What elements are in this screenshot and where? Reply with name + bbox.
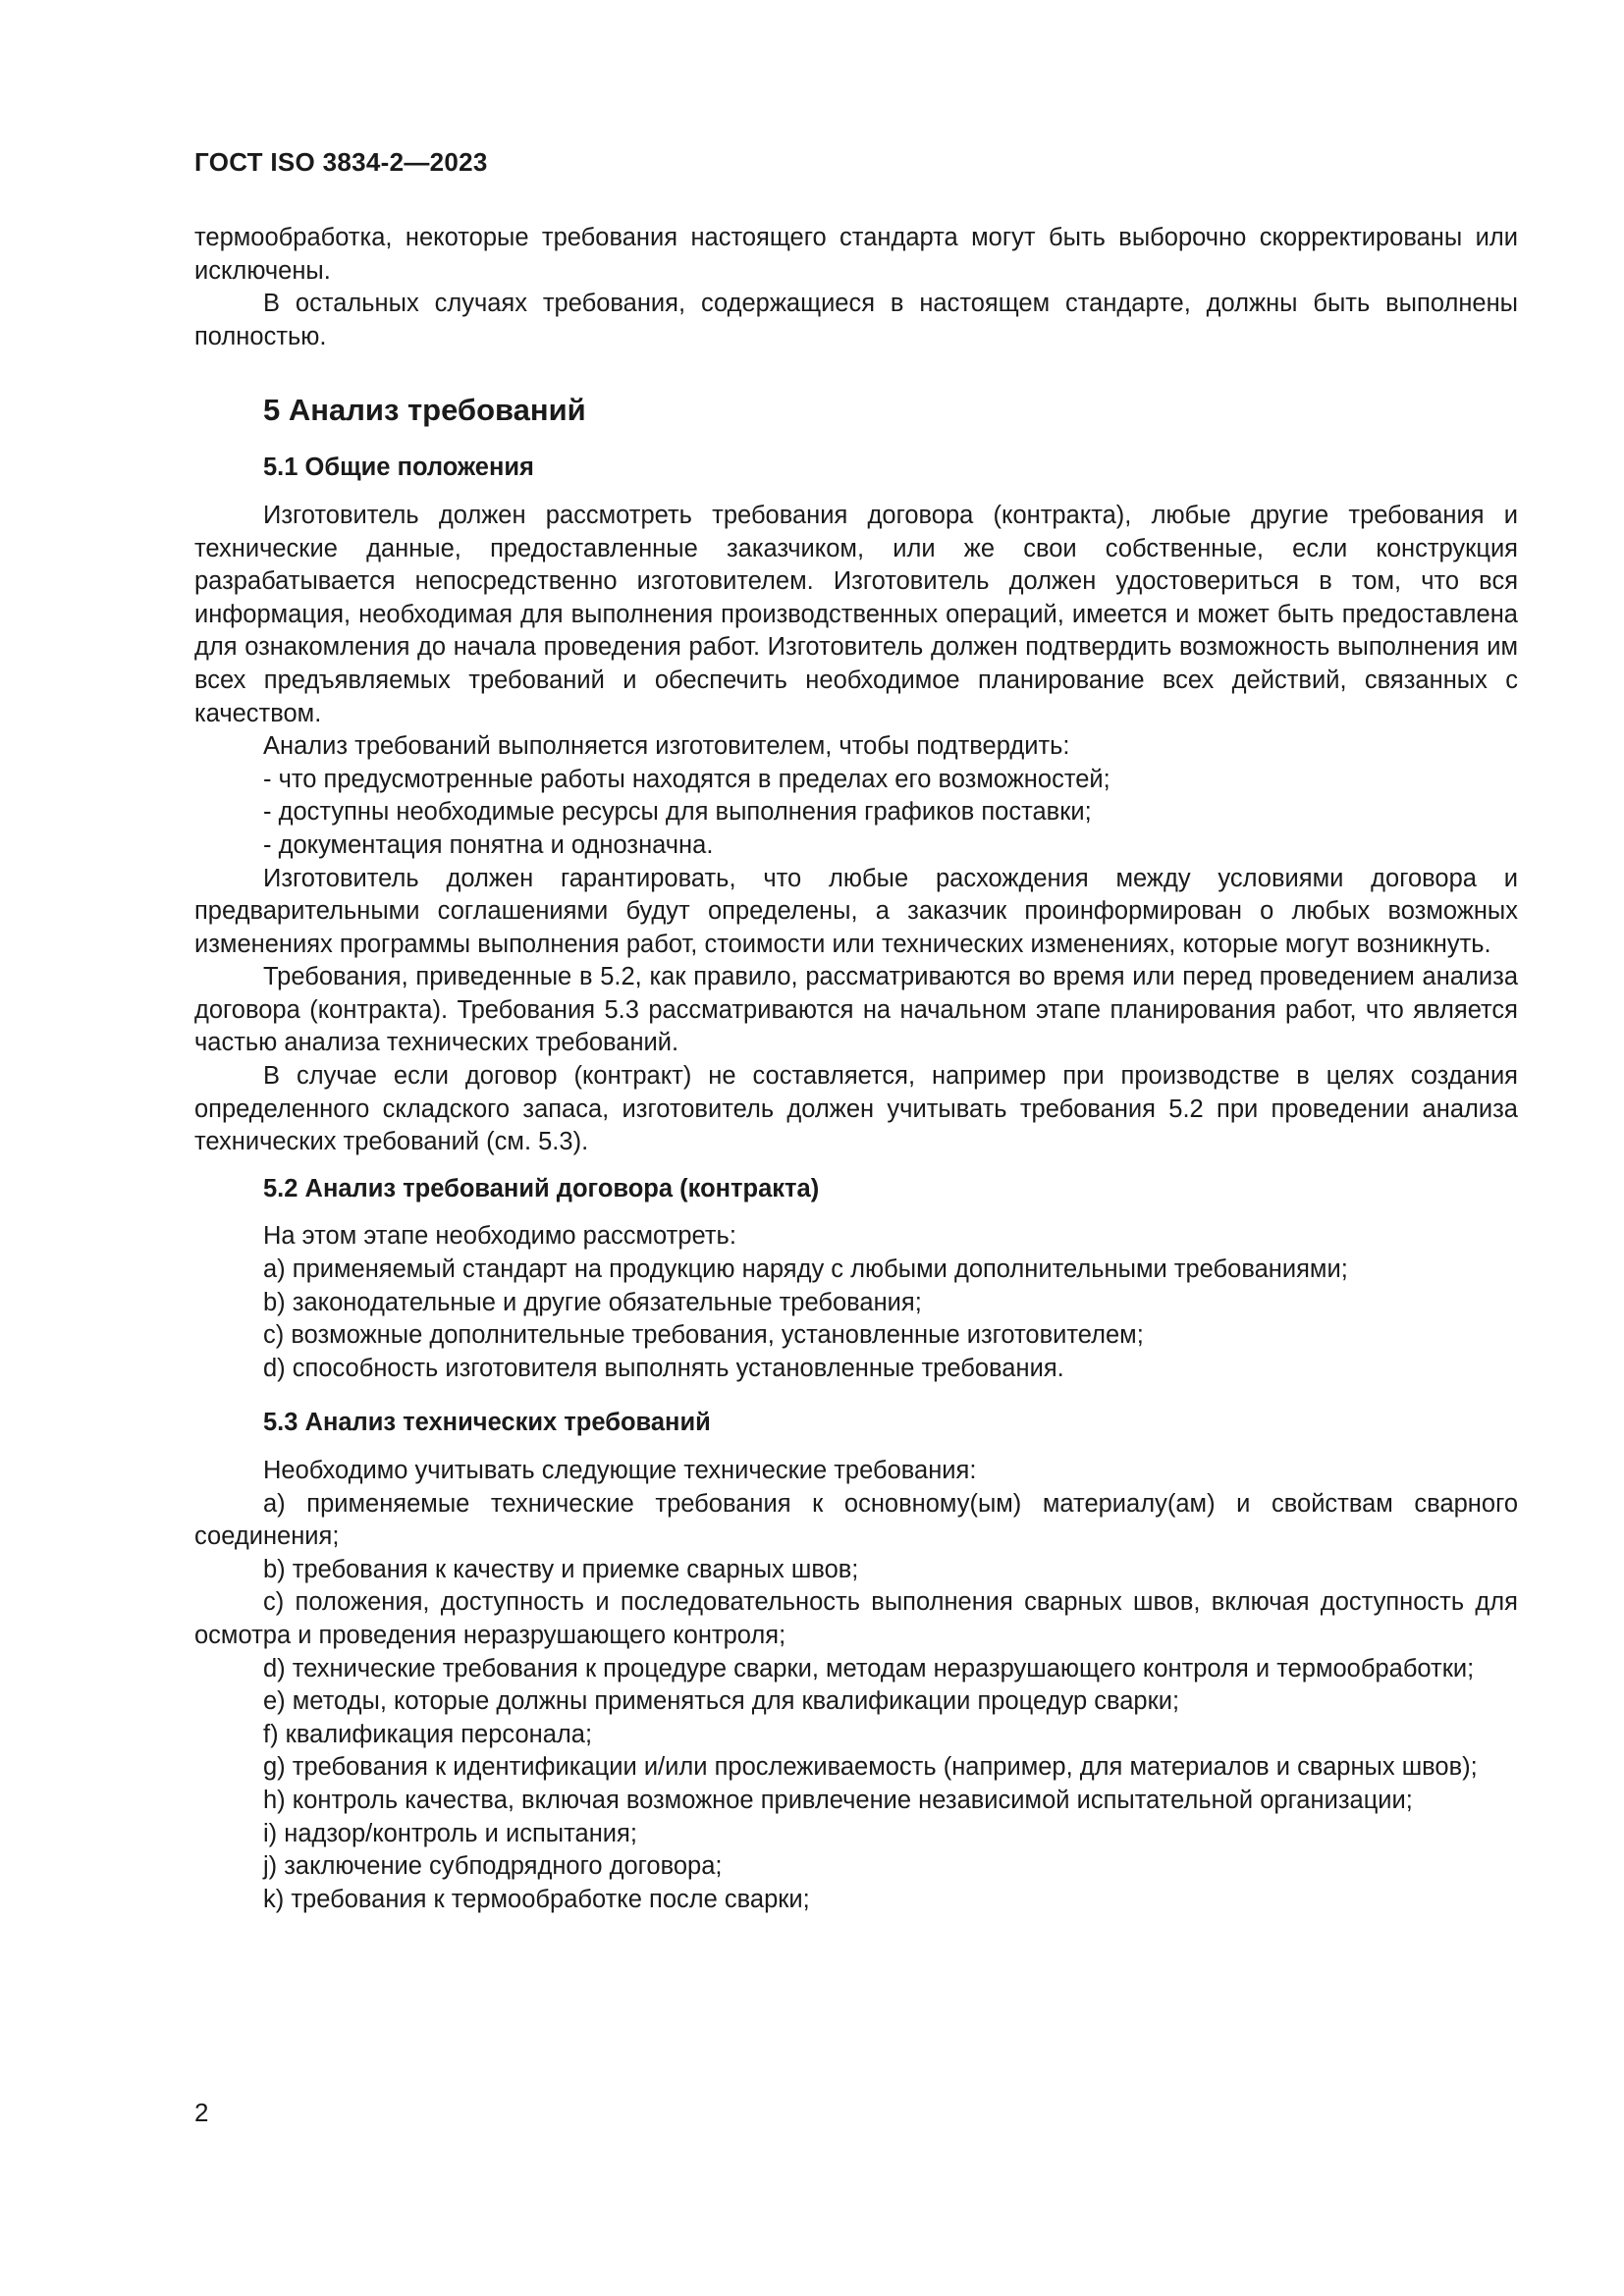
list-item: d) технические требования к процедуре сварки, методам неразрушающего контроля и термообработки; — [263, 1654, 1475, 1682]
list-item: b) требования к качеству и приемке сварных швов; — [263, 1555, 859, 1583]
page-number: 2 — [194, 2098, 209, 2127]
section-5-3-intro: Необходимо учитывать следующие технические требования: — [263, 1457, 977, 1484]
list-item: k) требования к термообработке после сварки; — [263, 1885, 810, 1913]
list-item: a) применяемые технические требования к основному(ым) материалу(ам) и свойствам сварного соединения; — [194, 1489, 1518, 1551]
section-5-1-paragraph: Изготовитель должен рассмотреть требования договора (контракта), любые другие требования и технические данные, предоставленные заказчиком, или же свои собственные, если конструкция разрабатывается непосредственно изготовителем. Изготовитель должен удостовериться в том, что вся информация, необходимая для выполнения производственных операций, имеется и может быть предоставлена для ознакомления до начала проведения работ. Изготовитель должен подтвердить возможность выполнения им всех предъявляемых требований и обеспечить необходимое планирование всех действий, связанных с качеством. — [194, 501, 1518, 727]
list-item: b) законодательные и другие обязательные требования; — [263, 1288, 922, 1316]
list-item: j) заключение субподрядного договора; — [263, 1852, 723, 1881]
document-header: ГОСТ ISO 3834-2—2023 — [194, 147, 488, 177]
section-5-1-paragraph: Изготовитель должен гарантировать, что любые расхождения между условиями договора и предварительными соглашениями будут определены, а заказчик проинформирован о любых возможных изменениях программы выполнения работ, стоимости или технических изменениях, которые могут возникнуть. — [194, 864, 1518, 958]
list-item: i) надзор/контроль и испытания; — [263, 1819, 637, 1847]
intro-paragraph-2: В остальных случаях требования, содержащиеся в настоящем стандарте, должны быть выполнены полностью. — [194, 290, 1518, 350]
list-item: g) требования к идентификации и/или прослеживаемость (например, для материалов и сварных швов); — [263, 1753, 1478, 1782]
bullet-item: - документация понятна и однозначна. — [263, 830, 714, 859]
bullet-item: - доступны необходимые ресурсы для выполнения графиков поставки; — [263, 798, 1092, 827]
section-5-2-title: 5.2 Анализ требований договора (контракта) — [263, 1174, 820, 1202]
section-5-1-paragraph: Требования, приведенные в 5.2, как правило, рассматриваются во время или перед проведением анализа договора (контракта). Требования 5.3 рассматриваются на начальном этапе планирования работ, что является частью анализа технических требований. — [194, 963, 1518, 1057]
list-item: c) положения, доступность и последовательность выполнения сварных швов, включая доступность для осмотра и проведения неразрушающего контроля; — [194, 1588, 1518, 1649]
bullet-item: - что предусмотренные работы находятся в пределах его возможностей; — [263, 765, 1110, 793]
list-item: e) методы, которые должны применяться для квалификации процедур сварки; — [263, 1687, 1180, 1716]
list-item: d) способность изготовителя выполнять установленные требования. — [263, 1354, 1064, 1382]
document-body — [194, 222, 1518, 1916]
section-5-3-title: 5.3 Анализ технических требований — [263, 1409, 711, 1437]
section-5-2-intro: На этом этапе необходимо рассмотреть: — [263, 1222, 736, 1251]
list-item: f) квалификация персонала; — [263, 1720, 593, 1748]
section-5-1-paragraph: В случае если договор (контракт) не составляется, например при производстве в целях создания определенного складского запаса, изготовитель должен учитывать требования 5.2 при проведении анализа технических требований (см. 5.3). — [194, 1062, 1518, 1156]
section-5-title: 5 Анализ требований — [263, 393, 586, 428]
list-item: h) контроль качества, включая возможное привлечение независимой испытательной организации; — [263, 1786, 1413, 1814]
intro-paragraph-1: термообработка, некоторые требования настоящего стандарта могут быть выборочно скорректированы или исключены. — [194, 224, 1518, 285]
list-item: c) возможные дополнительные требования, установленные изготовителем; — [263, 1321, 1144, 1350]
section-5-1-title: 5.1 Общие положения — [263, 454, 534, 482]
list-item: a) применяемый стандарт на продукцию наряду с любыми дополнительными требованиями; — [263, 1255, 1348, 1284]
section-5-1-paragraph: Анализ требований выполняется изготовителем, чтобы подтвердить: — [263, 732, 1070, 761]
